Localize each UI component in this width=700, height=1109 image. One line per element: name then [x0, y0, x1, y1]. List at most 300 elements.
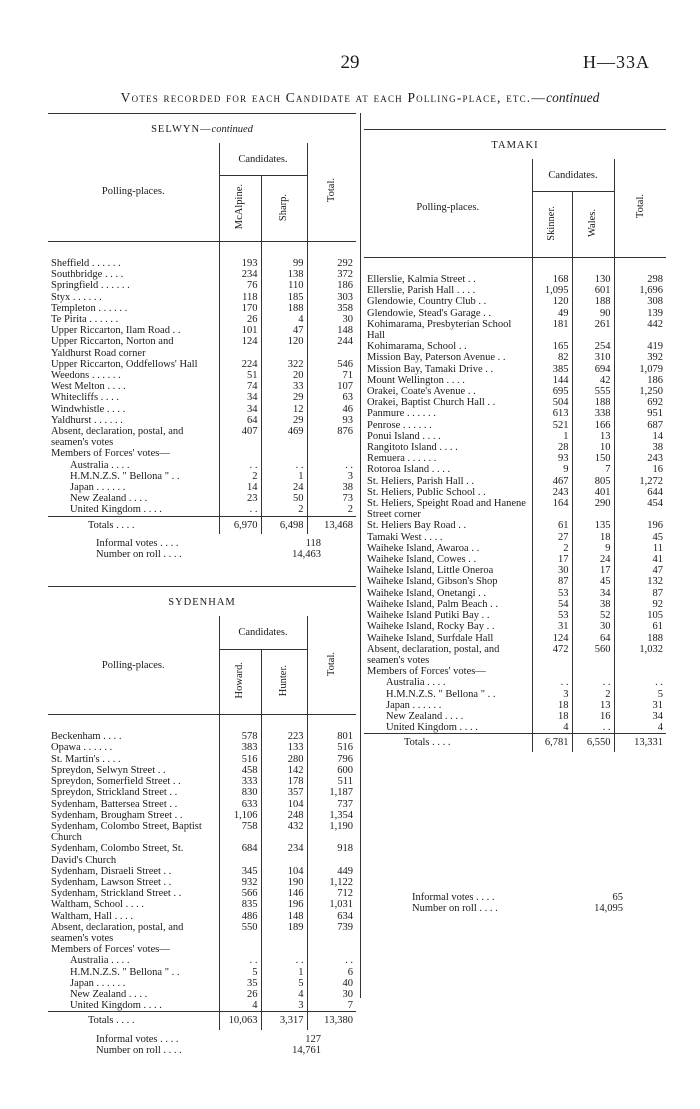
table-row: [48, 448, 356, 459]
table-row: [48, 978, 356, 989]
candidate-1-votes: 76: [219, 280, 261, 291]
polling-place-name: Waiheke Island, Rocky Bay . .: [367, 621, 495, 633]
candidate-1-votes: 26: [219, 989, 261, 1000]
polling-place-name: Templeton . . . . . .: [51, 302, 128, 314]
candidate-1-name: Howard.: [234, 662, 246, 699]
candidate-1-votes: 35: [219, 978, 261, 989]
candidate-1-header: [219, 176, 261, 242]
total-header-label: Total.: [634, 194, 646, 219]
row-total: 71: [307, 370, 356, 381]
candidate-1-header: [532, 192, 572, 258]
candidate-2-votes: 2: [261, 504, 307, 516]
polling-place-name: Australia . . . .: [70, 955, 130, 967]
row-total: 1,272: [614, 476, 666, 487]
table-row: [48, 426, 356, 448]
candidate-2-votes: 555: [572, 386, 614, 397]
table-row: [364, 644, 666, 666]
totals-row: [48, 1012, 356, 1030]
candidate-2-votes: 189: [261, 922, 307, 944]
candidate-2-votes: 50: [261, 493, 307, 504]
polling-place-name: Waiheke Island, Little Oneroa: [367, 565, 494, 577]
candidate-2-votes: 196: [261, 899, 307, 910]
number-on-roll-label: Number on roll . . . .: [96, 1044, 182, 1056]
candidate-2-votes: [572, 666, 614, 677]
table-row: [48, 955, 356, 966]
polling-place-name: Penrose . . . . . .: [367, 419, 432, 431]
candidate-1-votes: 4: [532, 722, 572, 734]
table-row: [48, 742, 356, 753]
candidate-2-votes: 16: [572, 711, 614, 722]
informal-votes-value: 118: [305, 537, 321, 549]
polling-place-name: Members of Forces' votes—: [51, 448, 170, 460]
candidate-1-votes: 51: [219, 370, 261, 381]
candidate-1-votes: 578: [219, 715, 261, 743]
candidate-2-votes: 9: [572, 543, 614, 554]
totals-row: [364, 734, 666, 752]
candidate-2-votes: 10: [572, 442, 614, 453]
row-total: 1,250: [614, 386, 666, 397]
polling-place-name: Orakei, Coate's Avenue . .: [367, 386, 476, 398]
tamaki-summary: [364, 892, 666, 914]
table-row: [48, 944, 356, 955]
row-total: [614, 666, 666, 677]
candidate-1-votes: 486: [219, 911, 261, 922]
candidate-2-name: Hunter.: [278, 664, 290, 696]
candidate-1-votes: 101: [219, 325, 261, 336]
total-header-label: Total.: [326, 178, 338, 203]
row-total: 46: [307, 404, 356, 415]
selwyn-table: [48, 143, 356, 560]
row-total: 1,122: [307, 877, 356, 888]
candidate-1-votes: 684: [219, 843, 261, 865]
candidate-1-votes: 758: [219, 821, 261, 843]
number-on-roll-label: Number on roll . . . .: [412, 902, 498, 914]
row-total: 5: [614, 689, 666, 700]
row-total: 11: [614, 543, 666, 554]
candidate-2-votes: 52: [572, 610, 614, 621]
candidate-1-votes: 835: [219, 899, 261, 910]
sydenham-summary: [48, 1034, 356, 1056]
candidate-1-votes: 504: [532, 397, 572, 408]
row-total: 63: [307, 392, 356, 403]
row-total: 41: [614, 554, 666, 565]
row-total: 30: [307, 314, 356, 325]
number-on-roll-value: 14,463: [292, 549, 321, 561]
row-total: 511: [307, 776, 356, 787]
sydenham-table: [48, 616, 356, 1056]
candidate-1-votes: 34: [219, 392, 261, 403]
candidate-2-votes: 1: [261, 967, 307, 978]
candidate-2-votes: 310: [572, 352, 614, 363]
number-on-roll-label: Number on roll . . . .: [96, 549, 182, 561]
informal-votes-value: 65: [612, 891, 623, 903]
candidate-2-votes: 694: [572, 364, 614, 375]
row-total: 692: [614, 397, 666, 408]
polling-place-name: West Melton . . . .: [51, 381, 126, 393]
candidate-2-votes: 142: [261, 765, 307, 776]
candidate-1-votes: 932: [219, 877, 261, 888]
table-row: [364, 599, 666, 610]
polling-place-name: Waltham, School . . . .: [51, 899, 145, 911]
row-total: 14: [614, 431, 666, 442]
polling-places-header: Polling-places.: [48, 616, 219, 715]
row-total: 45: [614, 532, 666, 543]
candidate-2-votes: 7: [572, 464, 614, 475]
row-total: 244: [307, 336, 356, 358]
polling-place-name: Waltham, Hall . . . .: [51, 910, 133, 922]
polling-place-name: Sydenham, Strickland Street . .: [51, 888, 182, 900]
candidate-2-votes: 64: [572, 633, 614, 644]
table-row: [364, 543, 666, 554]
polling-place-name: Spreydon, Strickland Street . .: [51, 787, 178, 799]
candidate-1-votes: 181: [532, 319, 572, 341]
table-row: [48, 482, 356, 493]
candidate-1-votes: 74: [219, 381, 261, 392]
page-heading: [60, 90, 660, 106]
row-total: . .: [307, 955, 356, 966]
candidate-1-votes: 1: [532, 431, 572, 442]
polling-place-name: Rotoroa Island . . . .: [367, 464, 451, 476]
row-total: 876: [307, 426, 356, 448]
polling-place-name: New Zealand . . . .: [70, 988, 148, 1000]
polling-place-name: Spreydon, Selwyn Street . .: [51, 764, 166, 776]
candidate-2-votes: 223: [261, 715, 307, 743]
row-total: 644: [614, 487, 666, 498]
candidate-1-votes: 345: [219, 866, 261, 877]
row-total: 186: [307, 280, 356, 291]
candidate-2-header: [261, 649, 307, 715]
candidate-1-votes: 164: [532, 498, 572, 520]
candidate-1-votes: 550: [219, 922, 261, 944]
polling-place-name: Sydenham, Colombo Street, Baptist Church: [51, 820, 202, 844]
row-total: 73: [307, 493, 356, 504]
row-total: 38: [307, 482, 356, 493]
candidate-2-votes: 185: [261, 292, 307, 303]
row-total: 546: [307, 359, 356, 370]
candidate-2-votes: 17: [572, 565, 614, 576]
polling-place-name: H.M.N.Z.S. " Bellona " . .: [70, 470, 180, 482]
table-row: [48, 911, 356, 922]
candidate-1-votes: 18: [532, 711, 572, 722]
column-divider: [360, 113, 361, 998]
polling-place-name: Waiheke Island, Surfdale Hall: [367, 632, 494, 644]
candidate-1-total: 6,781: [532, 734, 572, 752]
polling-place-name: New Zealand . . . .: [70, 493, 148, 505]
polling-place-name: Styx . . . . . .: [51, 291, 102, 303]
table-row: [364, 431, 666, 442]
candidate-2-votes: 130: [572, 258, 614, 286]
polling-place-name: Spreydon, Somerfield Street . .: [51, 776, 181, 788]
row-total: 1,190: [307, 821, 356, 843]
table-row: [48, 504, 356, 516]
candidate-2-votes: 120: [261, 336, 307, 358]
candidate-1-votes: 516: [219, 754, 261, 765]
table-row: [364, 677, 666, 688]
polling-place-name: Kohimarama, School . .: [367, 341, 467, 353]
row-total: 40: [307, 978, 356, 989]
candidate-2-votes: 110: [261, 280, 307, 291]
candidate-2-votes: 2: [572, 689, 614, 700]
candidate-1-votes: 5: [219, 967, 261, 978]
candidate-2-votes: 104: [261, 866, 307, 877]
table-row: [364, 621, 666, 632]
candidate-1-votes: 2: [532, 543, 572, 554]
polling-place-name: Kohimarama, Presbyterian School Hall: [367, 318, 512, 342]
polling-place-name: Absent, declaration, postal, and seamen's votes: [51, 921, 184, 944]
candidate-1-votes: 31: [532, 621, 572, 632]
number-on-roll-value: 14,761: [292, 1044, 321, 1056]
row-total: 31: [614, 700, 666, 711]
candidate-2-votes: 34: [572, 588, 614, 599]
table-row: [48, 888, 356, 899]
candidate-1-votes: 695: [532, 386, 572, 397]
candidate-2-votes: 13: [572, 431, 614, 442]
selwyn-votes-table: [48, 143, 356, 534]
candidate-2-votes: 90: [572, 308, 614, 319]
table-row: [364, 453, 666, 464]
candidate-1-votes: 458: [219, 765, 261, 776]
row-total: 516: [307, 742, 356, 753]
candidate-1-votes: 168: [532, 258, 572, 286]
number-on-roll-value: 14,095: [594, 902, 623, 914]
row-total: 634: [307, 911, 356, 922]
row-total: 1,187: [307, 787, 356, 798]
polling-place-name: Springfield . . . . . .: [51, 280, 130, 292]
candidate-2-votes: 322: [261, 359, 307, 370]
candidate-1-votes: 234: [219, 269, 261, 280]
candidate-1-votes: 407: [219, 426, 261, 448]
polling-place-name: Waiheke Island, Awaroa . .: [367, 542, 480, 554]
candidate-2-votes: 29: [261, 415, 307, 426]
table-row: [48, 359, 356, 370]
row-total: 600: [307, 765, 356, 776]
selwyn-title-continued: continued: [211, 124, 253, 135]
candidates-header: Candidates.: [219, 143, 307, 176]
row-total: 712: [307, 888, 356, 899]
table-row: [364, 487, 666, 498]
polling-place-name: Upper Riccarton, Oddfellows' Hall: [51, 358, 198, 370]
row-total: 739: [307, 922, 356, 944]
polling-place-name: Absent, declaration, postal, and seamen's votes: [51, 426, 184, 449]
candidate-2-votes: . .: [572, 677, 614, 688]
table-row: [364, 397, 666, 408]
polling-place-name: Beckenham . . . .: [51, 731, 122, 743]
candidate-1-votes: 170: [219, 303, 261, 314]
polling-place-name: New Zealand . . . .: [386, 710, 464, 722]
polling-place-name: Members of Forces' votes—: [367, 666, 486, 678]
grand-total: 13,380: [307, 1012, 356, 1030]
table-row: [364, 565, 666, 576]
table-row: [48, 989, 356, 1000]
table-row: [364, 442, 666, 453]
table-row: [48, 280, 356, 291]
candidate-2-votes: 188: [572, 296, 614, 307]
table-row: [48, 799, 356, 810]
candidate-2-votes: 45: [572, 576, 614, 587]
table-row: [48, 493, 356, 504]
row-total: 6: [307, 967, 356, 978]
sydenham-votes-table: [48, 616, 356, 1029]
table-row: [364, 408, 666, 419]
polling-place-name: Sydenham, Lawson Street . .: [51, 876, 172, 888]
polling-place-name: Yaldhurst . . . . . .: [51, 414, 123, 426]
table-row: [364, 308, 666, 319]
row-total: 1,696: [614, 285, 666, 296]
row-total: 449: [307, 866, 356, 877]
table-row: [48, 269, 356, 280]
table-row: [48, 922, 356, 944]
candidate-1-votes: 613: [532, 408, 572, 419]
sydenham-title: SYDENHAM: [168, 597, 236, 609]
table-row: [48, 370, 356, 381]
number-on-roll-row: [48, 1045, 356, 1056]
row-total: 3: [307, 471, 356, 482]
row-total: 292: [307, 242, 356, 270]
row-total: 47: [614, 565, 666, 576]
table-row: [48, 967, 356, 978]
candidate-1-votes: 383: [219, 742, 261, 753]
candidate-2-votes: 4: [261, 314, 307, 325]
table-row: [364, 319, 666, 341]
candidate-2-votes: 24: [572, 554, 614, 565]
table-row: [48, 754, 356, 765]
polling-place-name: Remuera . . . . . .: [367, 453, 437, 465]
number-on-roll-row: [364, 903, 666, 914]
candidate-1-votes: 467: [532, 476, 572, 487]
table-row: [48, 303, 356, 314]
table-row: [364, 296, 666, 307]
table-row: [364, 464, 666, 475]
candidate-2-votes: . .: [261, 955, 307, 966]
candidates-header: Candidates.: [219, 616, 307, 649]
candidate-1-votes: 224: [219, 359, 261, 370]
polling-places-header: Polling-places.: [48, 143, 219, 242]
candidate-1-votes: 124: [219, 336, 261, 358]
polling-place-name: Absent, declaration, postal, and seamen's votes: [367, 643, 500, 666]
polling-place-name: Waiheke Island, Onetangi . .: [367, 587, 486, 599]
candidate-2-votes: 29: [261, 392, 307, 403]
candidate-2-votes: 33: [261, 381, 307, 392]
totals-row: [48, 516, 356, 534]
polling-place-name: Ellerslie, Parish Hall . . . .: [367, 285, 476, 297]
row-total: 148: [307, 325, 356, 336]
polling-place-name: Southbridge . . . .: [51, 269, 124, 281]
candidate-1-votes: 144: [532, 375, 572, 386]
row-total: 918: [307, 843, 356, 865]
informal-votes-row: [48, 1034, 356, 1045]
row-total: 30: [307, 989, 356, 1000]
candidate-2-votes: 20: [261, 370, 307, 381]
polling-place-name: Waiheke Island, Gibson's Shop: [367, 576, 498, 588]
candidate-2-votes: 805: [572, 476, 614, 487]
row-total: 139: [614, 308, 666, 319]
candidate-1-votes: 521: [532, 420, 572, 431]
candidate-1-votes: 120: [532, 296, 572, 307]
candidate-1-votes: 54: [532, 599, 572, 610]
row-total: 16: [614, 464, 666, 475]
candidate-2-votes: 1: [261, 471, 307, 482]
polling-place-name: Weedons . . . . . .: [51, 370, 121, 382]
row-total: 196: [614, 520, 666, 531]
candidate-2-votes: 166: [572, 420, 614, 431]
informal-votes-label: Informal votes . . . .: [96, 537, 179, 549]
row-total: 442: [614, 319, 666, 341]
table-row: [364, 711, 666, 722]
totals-label: Totals . . . .: [48, 1012, 219, 1030]
candidate-1-votes: 3: [532, 689, 572, 700]
table-row: [48, 381, 356, 392]
candidate-2-votes: 148: [261, 911, 307, 922]
table-row: [364, 352, 666, 363]
selwyn-title-text: SELWYN—: [151, 124, 212, 135]
row-total: 61: [614, 621, 666, 632]
table-row: [48, 810, 356, 821]
candidate-1-votes: 633: [219, 799, 261, 810]
table-row: [364, 386, 666, 397]
table-row: [48, 415, 356, 426]
informal-votes-row: [364, 892, 666, 903]
candidate-1-votes: 333: [219, 776, 261, 787]
row-total: . .: [307, 460, 356, 471]
candidate-1-votes: [532, 666, 572, 677]
polling-place-name: Ellerslie, Kalmia Street . .: [367, 274, 476, 285]
table-row: [48, 336, 356, 358]
grand-total: 13,468: [307, 516, 356, 534]
table-row: [48, 292, 356, 303]
candidate-1-name: Skinner.: [546, 205, 558, 241]
row-total: 93: [307, 415, 356, 426]
candidate-1-votes: . .: [532, 677, 572, 688]
polling-place-name: St. Heliers, Speight Road and Hanene Street corner: [367, 498, 526, 521]
candidate-2-votes: [261, 448, 307, 459]
candidate-1-votes: 49: [532, 308, 572, 319]
table-row: [364, 364, 666, 375]
candidate-1-votes: 830: [219, 787, 261, 798]
polling-place-name: Upper Riccarton, Ilam Road . .: [51, 325, 181, 337]
table-row: [48, 325, 356, 336]
polling-place-name: H.M.N.Z.S. " Bellona " . .: [386, 688, 496, 700]
table-row: [48, 899, 356, 910]
candidate-1-votes: 82: [532, 352, 572, 363]
candidate-2-votes: . .: [261, 460, 307, 471]
candidate-1-votes: 61: [532, 520, 572, 531]
polling-place-name: Glendowie, Stead's Garage . .: [367, 307, 492, 319]
candidate-1-votes: 53: [532, 588, 572, 599]
total-header-label: Total.: [326, 651, 338, 676]
polling-place-name: Japan . . . . . .: [386, 699, 442, 711]
candidate-1-total: 6,970: [219, 516, 261, 534]
row-total: 1,354: [307, 810, 356, 821]
informal-votes-row: [48, 538, 356, 549]
candidate-2-total: 3,317: [261, 1012, 307, 1030]
candidate-2-votes: 432: [261, 821, 307, 843]
table-row: [48, 242, 356, 270]
number-on-roll-row: [48, 549, 356, 560]
candidate-2-votes: 280: [261, 754, 307, 765]
row-total: 358: [307, 303, 356, 314]
table-row: [364, 633, 666, 644]
polling-place-name: Sheffield . . . . . .: [51, 258, 121, 269]
polling-place-name: Mission Bay, Tamaki Drive . .: [367, 363, 494, 375]
polling-place-name: Orakei, Baptist Church Hall . .: [367, 397, 496, 409]
document-reference: H—33A: [583, 52, 650, 72]
polling-place-name: Te Pirita . . . . . .: [51, 314, 119, 326]
candidate-2-votes: 188: [261, 303, 307, 314]
table-row: [48, 765, 356, 776]
polling-places-header: Polling-places.: [364, 159, 532, 258]
table-row: [48, 776, 356, 787]
polling-place-name: H.M.N.Z.S. " Bellona " . .: [70, 966, 180, 978]
